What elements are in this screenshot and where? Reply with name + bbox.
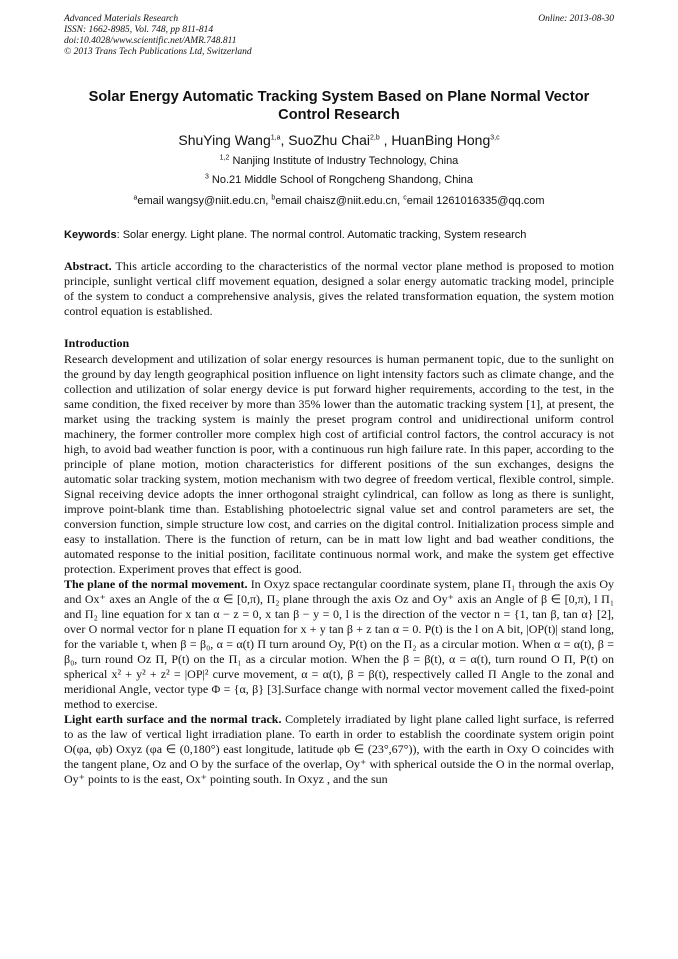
plane-text: In Oxyz space rectangular coordinate system, plane Π₁ through the axis Oy and Ox⁺ axes an Angle of the α ∈ [0,π), Π₂ plane through the axis Oz and Oy⁺ axis an Angle of β ∈ [0,π), l Π₁ and Π₂ line equation for x tan α − z = 0, x tan β − y = 0, l is the direction of the vector n = {1, tan β, tan α} [2], over O normal vector for n plane Π equation for x + y tan β + z tan α = 0. P(t) is the l on A bit, |OP(t)| stand long, for the variable t, when β = β₀, α = α(t) Π turn around Oy, P(t) on the Π₂ as a circular motion. When α = α(t), β = β₀, turn round Oz Π, P(t) on the Π₁ as a circular motion. When the β = β(t), α = α(t), turn round O Π, P(t) on spherical x² + y² + z² = |OP|² curve movement, α = α(t), β = β(t), respectively called Π Angle to the zonal and meridional Angle, vector type Φ = {α, β} [3].Surface change with normal vector movement called the fixed-point method to exercise.: [64, 577, 614, 711]
author-list: [64, 132, 614, 148]
affiliation-text: Nanjing Institute of Industry Technology, China: [229, 155, 459, 167]
doi-line: doi:10.4028/www.scientific.net/AMR.748.811: [64, 36, 237, 46]
section-title-light: Light earth surface and the normal track.: [64, 712, 282, 726]
email-sup: b: [271, 194, 276, 202]
email-sup: a: [133, 194, 138, 202]
paper-page: [64, 14, 614, 787]
author-name: HuanBing Hong: [391, 132, 491, 148]
title-line-2: Control Research: [278, 107, 400, 123]
introduction-paragraph: Research development and utilization of solar energy resources is human permanent topic, due to the sunlight on the ground by day length geographical position influence on light intensity factors such as climate change, and the collection and utilization of solar energy device is put forward higher requirements, according to the test, in the same condition, the fixed receiver by more than 35% lower than the automatic tracking system [1], at present, the market using the tracking system is mainly the preset program control and unidirectional uniform control machinery, the former controller more complex high cost of artificial control factors, the control accuracy is not high, to avoid bad weather function is poor, with a continuous run high failure rate. In this paper, according to the principle of plane motion, motion characteristics for different positions of the sun exchanges, designs the automatic solar tracking system, motion mechanism with two degree of freedom vertical, flexible control, simple. Signal receiving device adopts the inner orthogonal straight cylindrical, can follow as long as there is sunlight, improve point-blank time than. Establishing photoelectric signal value set and control parameters are set, the conversion function, simple structure low cost, and carries on the digital control. Initialization process simple and easy to installation. There is the function of return, can be in matt low light and bad weather conditions, the automated response to the initial position, facilitate continuous normal work, and make the system get effective protection. Experiment proves that effect is good.: [64, 352, 614, 576]
email-text: email wangsy@niit.edu.cn,: [137, 195, 272, 207]
author-sup: 2,b: [369, 134, 380, 142]
email-text: email chaisz@niit.edu.cn,: [275, 195, 404, 207]
author-sep: ,: [379, 132, 392, 148]
section-title-plane: The plane of the normal movement.: [64, 577, 248, 591]
email-list: [64, 195, 614, 207]
issn-line: ISSN: 1662-8985, Vol. 748, pp 811-814: [64, 25, 214, 35]
abstract: [64, 259, 614, 319]
light-text: Completely irradiated by light plane called light surface, is referred to as the law of vertical light irradiation plane. To earth in order to establish the coordinate system origin point O(φa, φb) Oxyz (φa ∈ (0,180°) east longitude, latitude φb ∈ (23°,67°)), with the earth in Oxy O coincides with the tangent plane, Oz and O by the surface of the overlap, Oy⁺ with spherical outside the O in the normal overlap, Oy⁺ points to is the east, Ox⁺ pointing south. In Oxyz , and the sun: [64, 712, 614, 786]
journal-name: Advanced Materials Research: [64, 14, 179, 24]
plane-paragraph: [64, 577, 614, 712]
keywords: [64, 229, 614, 241]
keywords-label: Keywords: [64, 229, 117, 241]
email-sup: c: [403, 194, 407, 202]
author-sup: 3,c: [490, 134, 500, 142]
affiliation-text: No.21 Middle School of Rongcheng Shandong, China: [208, 174, 474, 186]
abstract-text: This article according to the characteristics of the normal vector plane method is proposed to motion principle, sunlight vertical cliff movement equation, designed a solar energy automatic tracking model, principle of the system to conduct a comprehensive analysis, gives the related transformation equation, the system motion control equation is established.: [64, 259, 614, 318]
online-date: Online: 2013-08-30: [538, 14, 614, 24]
author-sup: 1,a: [270, 134, 281, 142]
author-name: ShuYing Wang: [178, 132, 271, 148]
light-paragraph: [64, 712, 614, 787]
section-title-introduction: Introduction: [64, 336, 130, 350]
paper-title: [64, 88, 614, 124]
affiliation-1: [64, 155, 614, 167]
title-line-1: Solar Energy Automatic Tracking System Based on Plane Normal Vector: [88, 89, 590, 105]
copyright-line: © 2013 Trans Tech Publications Ltd, Switzerland: [64, 47, 252, 57]
journal-header: [64, 14, 614, 58]
keywords-text: : Solar energy. Light plane. The normal control. Automatic tracking, System research: [116, 229, 527, 241]
abstract-label: Abstract.: [64, 259, 112, 273]
affiliation-sup: 3: [204, 173, 209, 181]
email-text: email 1261016335@qq.com: [406, 195, 545, 207]
author-sep: ,: [280, 132, 289, 148]
author-name: SuoZhu Chai: [288, 132, 370, 148]
affiliation-2: [64, 174, 614, 186]
affiliation-sup: 1,2: [219, 154, 230, 162]
